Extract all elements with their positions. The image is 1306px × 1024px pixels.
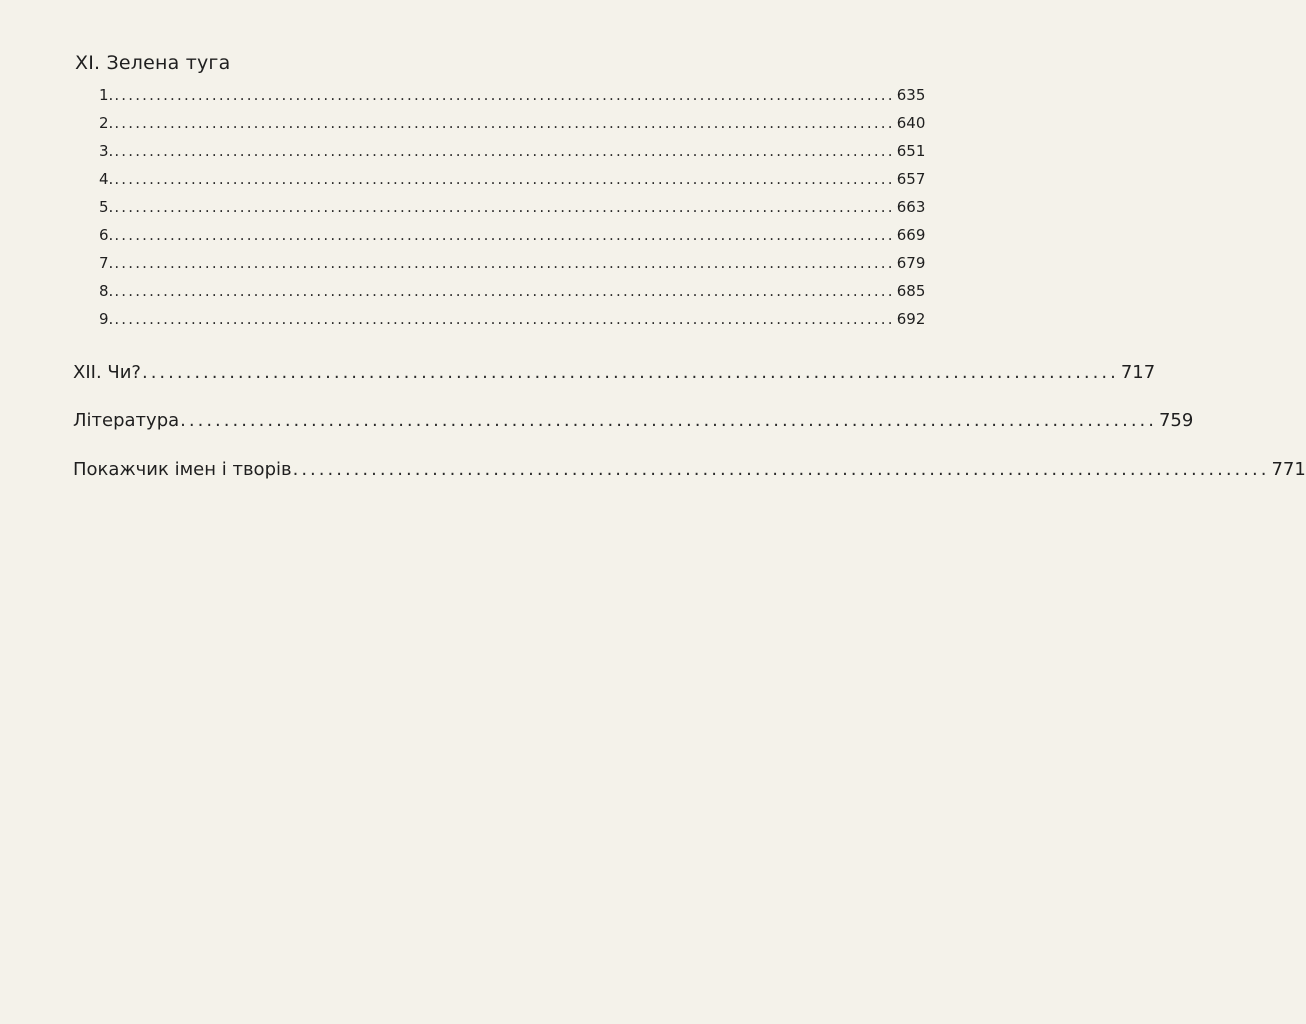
dot-leader: ................................................................................................................ (114, 86, 895, 104)
toc-entry-label: 5. (99, 198, 114, 216)
toc-entry-page: 679 (896, 254, 926, 272)
dot-leader: ................................................................................................................ (114, 254, 895, 272)
toc-entry-page: 651 (896, 142, 926, 160)
dot-leader: ................................................................................................................ (114, 226, 895, 244)
toc-chapter-label: Покажчик імен і творів (73, 459, 292, 480)
toc-chapter (73, 410, 1194, 431)
toc-entry (99, 86, 926, 104)
section-title: XI. Зелена туга (75, 52, 231, 74)
toc-chapter-page: 771 (1271, 459, 1306, 480)
toc-chapter-label: XII. Чи? (73, 362, 141, 383)
dot-leader: ................................................................................................................ (114, 310, 895, 328)
toc-chapter (73, 362, 1156, 383)
toc-entry-label: 8. (99, 282, 114, 300)
toc-entry-label: 2. (99, 114, 114, 132)
toc-entry (99, 198, 926, 216)
toc-entry-page: 692 (896, 310, 926, 328)
dot-leader: ................................................................................................................ (114, 114, 895, 132)
dot-leader: ................................................................................................................ (180, 410, 1157, 431)
toc-chapter (73, 459, 1306, 480)
toc-entry (99, 114, 926, 132)
toc-entry-label: 9. (99, 310, 114, 328)
toc-entry-page: 685 (896, 282, 926, 300)
dot-leader: ................................................................................................................ (141, 362, 1119, 383)
dot-leader: ................................................................................................................ (114, 198, 895, 216)
toc-entry-label: 1. (99, 86, 114, 104)
toc-entry-page: 669 (896, 226, 926, 244)
toc-entry (99, 254, 926, 272)
toc-chapter-page: 717 (1120, 362, 1156, 383)
toc-entry-label: 4. (99, 170, 114, 188)
toc-entry-page: 663 (896, 198, 926, 216)
toc-entry-page: 635 (896, 86, 926, 104)
toc-entry (99, 142, 926, 160)
toc-entry (99, 310, 926, 328)
toc-entry (99, 170, 926, 188)
dot-leader: ................................................................................................................ (292, 459, 1270, 480)
dot-leader: ................................................................................................................ (114, 170, 895, 188)
dot-leader: ................................................................................................................ (114, 282, 895, 300)
toc-entry-label: 3. (99, 142, 114, 160)
toc-chapter-label: Література (73, 410, 180, 431)
toc-entry-label: 7. (99, 254, 114, 272)
toc-chapter-page: 759 (1158, 410, 1194, 431)
toc-entry (99, 282, 926, 300)
dot-leader: ................................................................................................................ (114, 142, 895, 160)
toc-entry-label: 6. (99, 226, 114, 244)
toc-entry-page: 640 (896, 114, 926, 132)
toc-entry-page: 657 (896, 170, 926, 188)
toc-entry (99, 226, 926, 244)
